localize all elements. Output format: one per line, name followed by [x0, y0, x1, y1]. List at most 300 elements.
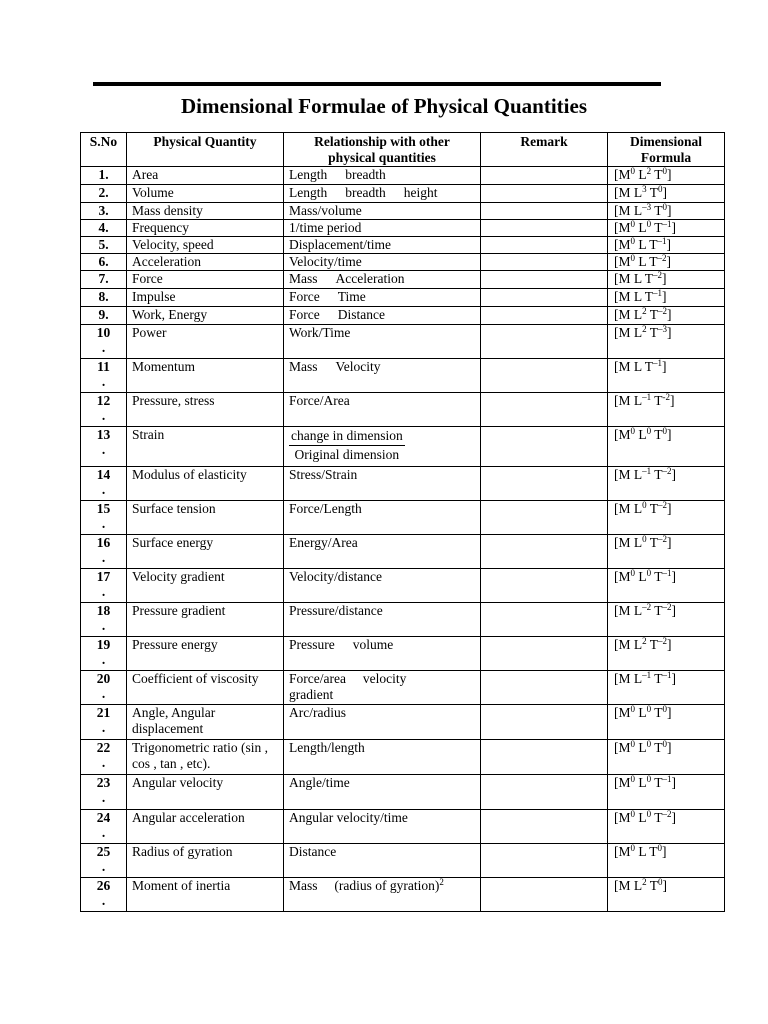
exponent: 2	[439, 877, 444, 887]
formula-base: ]	[662, 878, 668, 893]
sno-cell	[81, 359, 127, 393]
sno-dot: .	[101, 755, 106, 770]
relationship-cell	[284, 359, 481, 393]
formula-base: ]	[670, 393, 675, 408]
formula-base: L	[635, 569, 647, 584]
table-row	[81, 501, 725, 535]
formula-base: T	[651, 810, 663, 825]
relationship-term: Stress/Strain	[289, 467, 358, 482]
relationship-cell	[284, 307, 481, 325]
table-row	[81, 220, 725, 237]
remark-cell	[481, 167, 608, 185]
quantity-cell: Frequency	[127, 220, 284, 237]
formula-exponent: –3	[658, 324, 668, 334]
remark-cell	[481, 393, 608, 427]
formula-base: T	[651, 740, 663, 755]
relationship-term: Force/Length	[289, 501, 362, 516]
quantity-cell: Coefficient of viscosity	[127, 671, 284, 705]
formula-base: L	[635, 810, 647, 825]
table-row	[81, 427, 725, 467]
sno-cell	[81, 237, 127, 254]
relationship-term: Velocity/distance	[289, 569, 382, 584]
sno-dot: .	[101, 482, 106, 497]
table-row	[81, 844, 725, 878]
formula-exponent: 0	[630, 809, 635, 819]
formula-exponent: 0	[630, 704, 635, 714]
formula-base: ]	[662, 359, 667, 374]
formula-exponent: 0	[658, 184, 663, 194]
sno-number: 4.	[98, 220, 109, 235]
remark-cell	[481, 878, 608, 912]
relationship-cell	[284, 637, 481, 671]
relationship-term: Velocity/time	[289, 254, 362, 269]
formula-exponent: 0	[630, 568, 635, 578]
formula-exponent: 0	[642, 534, 647, 544]
relationship-cell	[284, 254, 481, 271]
sno-cell	[81, 637, 127, 671]
table-row	[81, 203, 725, 220]
sno-dot: .	[101, 442, 106, 457]
sno-dot: .	[101, 340, 106, 355]
formula-base: [M L	[614, 325, 643, 340]
sno-cell	[81, 203, 127, 220]
remark-cell	[481, 637, 608, 671]
quantity-cell: Moment of inertia	[127, 878, 284, 912]
formula-base: [M L	[614, 603, 643, 618]
quantity-cell: Area	[127, 167, 284, 185]
formula-exponent: –1	[657, 236, 667, 246]
sno-cell	[81, 535, 127, 569]
header-quantity: Physical Quantity	[127, 133, 284, 167]
sno-number: 5.	[98, 237, 109, 252]
quantity-cell: Pressure energy	[127, 637, 284, 671]
remark-cell	[481, 671, 608, 705]
sno-number: 13	[96, 427, 111, 442]
relationship-term: Force	[289, 289, 320, 304]
formula-cell	[608, 671, 725, 705]
relationship-term: Energy/Area	[289, 535, 358, 550]
formula-base: T	[646, 637, 659, 652]
remark-cell	[481, 220, 608, 237]
quantity-cell: Surface tension	[127, 501, 284, 535]
formula-cell	[608, 271, 725, 289]
relationship-term: Length	[289, 185, 328, 200]
formula-cell	[608, 878, 725, 912]
formula-base: [M	[614, 569, 631, 584]
formula-base: [M L T	[614, 359, 653, 374]
formula-base: ]	[667, 637, 672, 652]
sno-number: 21	[96, 705, 111, 720]
sno-number: 15	[96, 501, 111, 516]
formula-exponent: –1	[653, 288, 662, 298]
table-row	[81, 569, 725, 603]
sno-cell	[81, 603, 127, 637]
sno-cell	[81, 740, 127, 775]
formula-base: L T	[635, 237, 658, 252]
quantity-cell: Pressure gradient	[127, 603, 284, 637]
relationship-cell	[284, 220, 481, 237]
table-row	[81, 325, 725, 359]
formula-base: ]	[667, 705, 672, 720]
remark-cell	[481, 740, 608, 775]
formula-exponent: 0	[658, 877, 663, 887]
sno-dot: .	[101, 825, 106, 840]
table-row	[81, 671, 725, 705]
formula-base: [M	[614, 254, 631, 269]
formula-base: [M L	[614, 535, 643, 550]
formula-exponent: 0	[662, 202, 668, 212]
formula-base: T	[646, 325, 659, 340]
formula-cell	[608, 810, 725, 844]
formula-exponent: 0	[662, 166, 668, 176]
sno-number: 2.	[98, 185, 109, 200]
formula-exponent: –2	[657, 253, 667, 263]
sno-cell	[81, 185, 127, 203]
sno-cell	[81, 271, 127, 289]
formula-base: T	[651, 167, 663, 182]
formula-cell	[608, 844, 725, 878]
formula-cell	[608, 427, 725, 467]
formula-base: ]	[667, 740, 672, 755]
header-relationship: Relationship with other physical quantities	[284, 133, 481, 167]
sno-number: 9.	[98, 307, 109, 322]
sno-dot: .	[101, 408, 106, 423]
relationship-term: 1/time period	[289, 220, 362, 235]
relationship-cell	[284, 167, 481, 185]
table-row	[81, 810, 725, 844]
relationship-cell	[284, 569, 481, 603]
quantity-cell: Momentum	[127, 359, 284, 393]
relationship-cell	[284, 671, 481, 705]
remark-cell	[481, 501, 608, 535]
formula-base: L	[635, 220, 647, 235]
fraction	[289, 427, 405, 463]
formula-exponent: 0	[630, 774, 635, 784]
formula-exponent: 0	[662, 426, 668, 436]
relationship-term: Velocity	[335, 359, 381, 374]
formula-cell	[608, 325, 725, 359]
formula-base: L T	[635, 844, 658, 859]
relationship-cell	[284, 501, 481, 535]
sno-dot: .	[101, 652, 106, 667]
table-row	[81, 467, 725, 501]
formula-exponent: 0	[657, 843, 662, 853]
formula-base: [M	[614, 810, 631, 825]
table-row	[81, 637, 725, 671]
table-row	[81, 775, 725, 810]
remark-cell	[481, 271, 608, 289]
relationship-term: Angular velocity/time	[289, 810, 408, 825]
formula-base: L	[635, 775, 647, 790]
formula-base: [M L	[614, 203, 643, 218]
sno-dot: .	[101, 686, 106, 701]
formula-exponent: –2	[642, 602, 652, 612]
formula-exponent: 0	[646, 219, 652, 229]
relationship-cell	[284, 427, 481, 467]
formula-base: ]	[671, 467, 677, 482]
formula-base: L	[635, 427, 647, 442]
formula-exponent: –1	[662, 568, 672, 578]
formula-exponent: 0	[646, 568, 652, 578]
quantity-cell: Work, Energy	[127, 307, 284, 325]
formula-base: ]	[666, 254, 671, 269]
formula-cell	[608, 603, 725, 637]
relationship-cell	[284, 844, 481, 878]
formula-cell	[608, 220, 725, 237]
relationship-term: Force	[289, 307, 320, 322]
relationship-line: gradient	[289, 687, 334, 702]
relationship-cell	[284, 203, 481, 220]
sno-cell	[81, 254, 127, 271]
formula-base: [M	[614, 705, 631, 720]
formula-exponent: -2	[662, 392, 671, 402]
sno-number: 24	[96, 810, 111, 825]
table-row	[81, 603, 725, 637]
remark-cell	[481, 307, 608, 325]
relationship-term: breadth	[345, 185, 386, 200]
sno-cell	[81, 569, 127, 603]
formula-base: T	[651, 569, 663, 584]
remark-cell	[481, 535, 608, 569]
relationship-cell	[284, 271, 481, 289]
sno-dot: .	[101, 374, 106, 389]
sno-number: 7.	[98, 271, 109, 286]
formula-base: T	[651, 775, 663, 790]
formula-exponent: –1	[653, 358, 662, 368]
sno-number: 26	[96, 878, 111, 893]
formula-base: [M	[614, 844, 631, 859]
quantity-cell: Volume	[127, 185, 284, 203]
quantity-cell: Modulus of elasticity	[127, 467, 284, 501]
sno-number: 18	[96, 603, 111, 618]
fraction-denominator: Original dimension	[294, 447, 400, 462]
formula-base: T	[651, 203, 663, 218]
sno-number: 23	[96, 775, 111, 790]
relationship-term: Mass	[289, 359, 318, 374]
quantity-cell: Strain	[127, 427, 284, 467]
formula-exponent: –3	[642, 202, 652, 212]
formula-base: [M L T	[614, 271, 653, 286]
sno-number: 12	[96, 393, 111, 408]
remark-cell	[481, 775, 608, 810]
remark-cell	[481, 603, 608, 637]
relationship-term: Work/Time	[289, 325, 351, 340]
header-formula: Dimensional Formula	[608, 133, 725, 167]
formula-base: ]	[671, 569, 677, 584]
relationship-line: Force/area velocity	[289, 671, 407, 686]
formula-base: [M	[614, 427, 631, 442]
sno-number: 6.	[98, 254, 109, 269]
remark-cell	[481, 427, 608, 467]
formula-cell	[608, 167, 725, 185]
sno-cell	[81, 427, 127, 467]
table-row	[81, 359, 725, 393]
sno-number: 16	[96, 535, 111, 550]
formula-base: ]	[671, 810, 677, 825]
relationship-cell	[284, 289, 481, 307]
formula-exponent: 0	[630, 253, 635, 263]
table-row	[81, 740, 725, 775]
quantity-cell: Radius of gyration	[127, 844, 284, 878]
formula-exponent: –2	[653, 270, 662, 280]
formula-base: [M L	[614, 467, 643, 482]
relationship-term: Distance	[289, 844, 337, 859]
sno-cell	[81, 705, 127, 740]
quantity-cell: Force	[127, 271, 284, 289]
formula-base: [M L	[614, 307, 643, 322]
formula-base: T	[651, 467, 663, 482]
formula-base: [M	[614, 237, 631, 252]
formula-base: ]	[671, 775, 677, 790]
table-row	[81, 289, 725, 307]
formula-base: ]	[667, 167, 672, 182]
formula-cell	[608, 307, 725, 325]
formula-exponent: 0	[646, 704, 652, 714]
relationship-term: breadth	[345, 167, 386, 182]
fraction-numerator: change in dimension	[289, 428, 405, 446]
sno-number: 20	[96, 671, 111, 686]
formula-base: [M L	[614, 637, 643, 652]
relationship-cell	[284, 535, 481, 569]
remark-cell	[481, 325, 608, 359]
sno-number: 17	[96, 569, 111, 584]
sno-cell	[81, 325, 127, 359]
header-remark: Remark	[481, 133, 608, 167]
relationship-term: Angle/time	[289, 775, 350, 790]
formula-base: T	[646, 535, 659, 550]
formula-exponent: –1	[662, 774, 672, 784]
formula-exponent: 0	[662, 739, 668, 749]
formula-exponent: –2	[658, 306, 668, 316]
sno-number: 11	[97, 359, 110, 374]
formula-exponent: 0	[642, 500, 647, 510]
quantity-cell: Power	[127, 325, 284, 359]
remark-cell	[481, 237, 608, 254]
sno-cell	[81, 775, 127, 810]
formula-exponent: 0	[646, 739, 652, 749]
sno-dot: .	[101, 790, 106, 805]
formula-base: ]	[666, 237, 671, 252]
formula-exponent: 2	[642, 877, 647, 887]
remark-cell	[481, 569, 608, 603]
sno-number: 22	[96, 740, 111, 755]
sno-number: 3.	[98, 203, 109, 218]
formula-exponent: 0	[630, 219, 635, 229]
quantity-cell: Pressure, stress	[127, 393, 284, 427]
sno-cell	[81, 393, 127, 427]
formula-cell	[608, 203, 725, 220]
formula-exponent: –2	[662, 466, 672, 476]
table-row	[81, 237, 725, 254]
formula-exponent: –1	[662, 219, 672, 229]
formula-base: [M	[614, 220, 631, 235]
quantity-cell: Impulse	[127, 289, 284, 307]
sno-cell	[81, 878, 127, 912]
relationship-term: Pressure	[289, 637, 335, 652]
quantity-cell: Mass density	[127, 203, 284, 220]
sno-cell	[81, 167, 127, 185]
remark-cell	[481, 359, 608, 393]
remark-cell	[481, 289, 608, 307]
relationship-term: Length/length	[289, 740, 365, 755]
formula-exponent: 0	[630, 166, 635, 176]
formula-exponent: 2	[642, 306, 647, 316]
formula-base: T	[646, 307, 659, 322]
relationship-term: Time	[337, 289, 366, 304]
remark-cell	[481, 810, 608, 844]
sno-cell	[81, 844, 127, 878]
formula-base: ]	[671, 603, 677, 618]
formula-exponent: –2	[662, 809, 672, 819]
formula-exponent: 0	[646, 774, 652, 784]
formula-exponent: –2	[658, 500, 668, 510]
sno-dot: .	[101, 550, 106, 565]
sno-dot: .	[101, 893, 106, 908]
formula-base: ]	[671, 671, 677, 686]
remark-cell	[481, 467, 608, 501]
formula-base: [M L	[614, 185, 643, 200]
quantity-cell: Velocity gradient	[127, 569, 284, 603]
table-row	[81, 393, 725, 427]
formula-exponent: 0	[630, 739, 635, 749]
sno-number: 19	[96, 637, 111, 652]
formula-base: T	[651, 427, 663, 442]
formula-base: [M	[614, 775, 631, 790]
relationship-term: Acceleration	[335, 271, 405, 286]
formula-base: ]	[667, 535, 672, 550]
relationship-cell	[284, 775, 481, 810]
quantity-cell: Velocity, speed	[127, 237, 284, 254]
sno-dot: .	[101, 618, 106, 633]
formula-cell	[608, 393, 725, 427]
formula-base: ]	[662, 185, 668, 200]
sno-cell	[81, 467, 127, 501]
formula-base: ]	[667, 203, 672, 218]
sno-dot: .	[101, 584, 106, 599]
formula-base: [M L	[614, 393, 643, 408]
formula-base: ]	[667, 307, 672, 322]
formula-exponent: 0	[646, 809, 652, 819]
top-rule	[93, 82, 661, 86]
formula-cell	[608, 185, 725, 203]
formula-exponent: 2	[642, 324, 647, 334]
relationship-cell	[284, 325, 481, 359]
relationship-term: Mass/volume	[289, 203, 362, 218]
relationship-cell	[284, 810, 481, 844]
relationship-cell	[284, 393, 481, 427]
formula-base: T	[651, 393, 663, 408]
formula-cell	[608, 775, 725, 810]
sno-number: 1.	[98, 167, 109, 182]
formula-exponent: –1	[642, 670, 652, 680]
relationship-cell	[284, 705, 481, 740]
relationship-text: Mass (radius of gyration)	[289, 878, 440, 893]
formula-base: T	[651, 705, 663, 720]
formula-base: ]	[662, 271, 667, 286]
relationship-term: Force/Area	[289, 393, 350, 408]
sno-number: 25	[96, 844, 111, 859]
sno-dot: .	[101, 516, 106, 531]
formula-cell	[608, 705, 725, 740]
relationship-cell	[284, 740, 481, 775]
relationship-term: Distance	[337, 307, 385, 322]
formula-exponent: –2	[662, 602, 672, 612]
sno-number: 10	[96, 325, 111, 340]
table-row	[81, 167, 725, 185]
formula-cell	[608, 467, 725, 501]
relationship-term: height	[403, 185, 438, 200]
formula-base: L	[635, 740, 647, 755]
